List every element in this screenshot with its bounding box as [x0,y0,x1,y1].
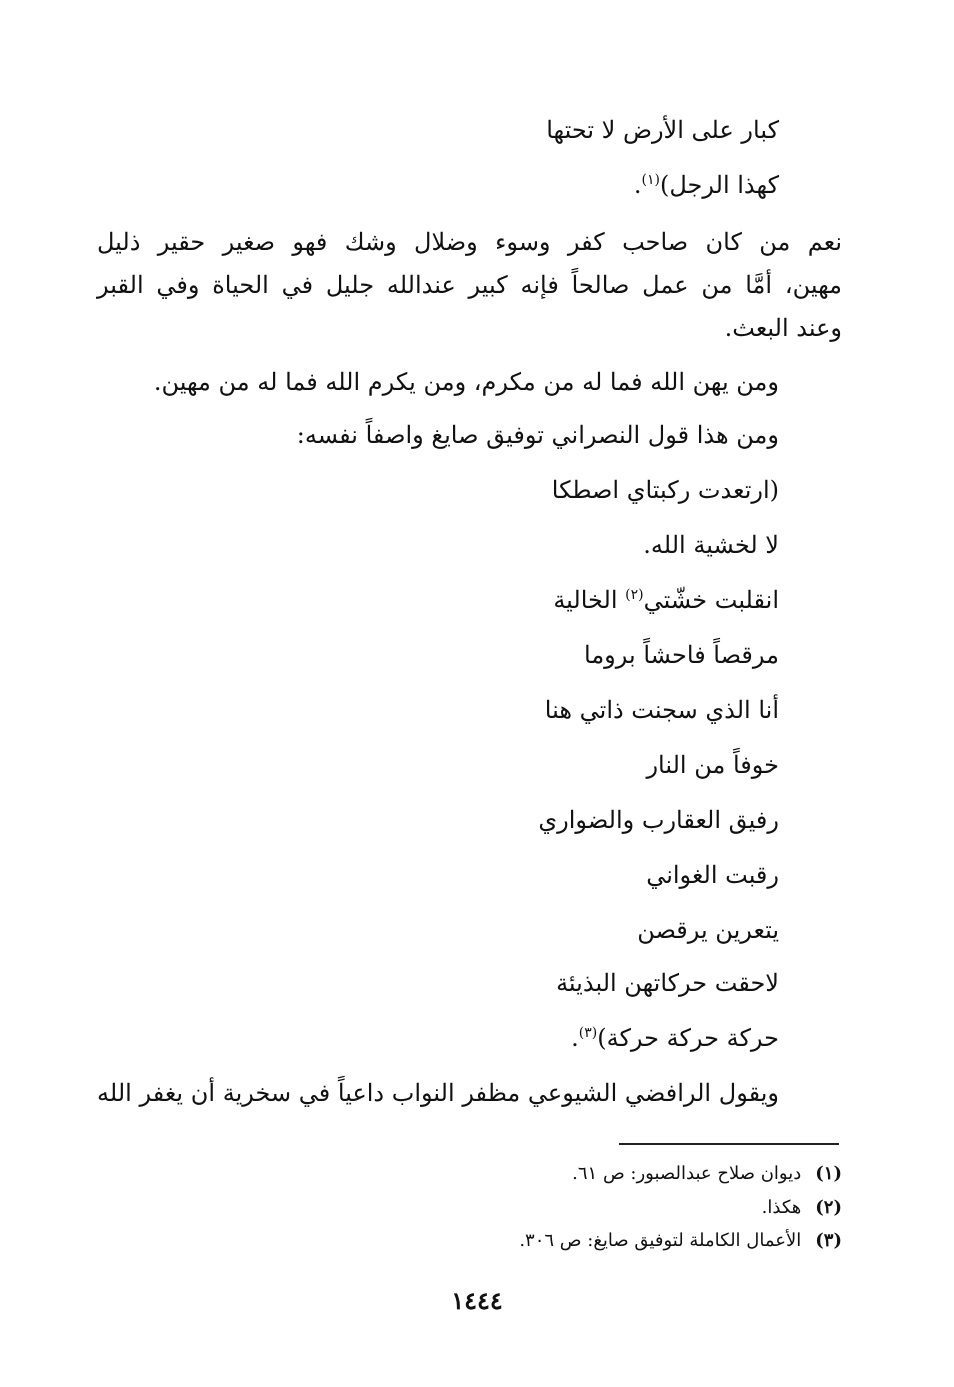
footnote-text: ديوان صلاح عبدالصبور: ص ٦١. [572,1163,802,1184]
footnote-text: هكذا. [761,1197,802,1218]
footnote [572,1160,842,1188]
verse-line [546,110,779,150]
page-number: ١٤٤٤ [451,1286,503,1315]
punctuation: . [571,1024,579,1052]
poem-line: يتعرين يرقصن [637,916,779,944]
footnote [519,1227,842,1255]
poem-line: مرقصاً فاحشاً بروما [584,641,779,669]
paragraph-line: مهين، أمَّا من عمل صالحاً فإنه كبير عندالله جليل في الحياة وفي القبر [97,271,842,299]
poem-line: أنا الذي سجنت ذاتي هنا [544,696,779,724]
punctuation: . [633,171,642,199]
paragraph-line: وعند البعث. [724,314,842,342]
footnote-text: الأعمال الكاملة لتوفيق صايغ: ص ٣٠٦. [519,1230,802,1251]
poem-line: رقبت الغواني [646,861,779,889]
poem-text: الخالية [553,586,626,614]
verse-text: كهذا الرجل) [660,171,779,199]
poem-line: لا لخشية الله. [643,531,779,559]
footnote-ref-3: (٣) [578,1025,598,1041]
poem-line [553,580,779,620]
poem-line: رفيق العقارب والضواري [538,806,779,834]
footnote-ref-2: (٢) [625,587,644,603]
quran-verse-line: ومن يهن الله فما له من مكرم، ومن يكرم الله فما له من مهين. [153,368,779,396]
poem-line: خوفاً من النار [646,751,779,779]
poem-line: (ارتعدت ركبتاي اصطكا [551,476,779,504]
poem-text: حركة حركة حركة) [597,1024,779,1052]
intro-line: ومن هذا قول النصراني توفيق صايغ واصفاً نفسه: [296,421,779,449]
paragraph-line: نعم من كان صاحب كفر وسوء وضلال وشك فهو صغير حقير ذليل [97,228,843,256]
footnote-number: (٣) [815,1230,842,1251]
verse-line [634,165,779,205]
footnote-ref-1: (١) [641,172,661,188]
footnote [762,1194,842,1222]
poem-line [571,1018,779,1058]
poem-text: انقلبت خشّتي [643,586,779,614]
verse-text: كبار على الأرض لا تحتها [546,116,779,144]
footnote-separator [619,1143,839,1145]
poem-line: لاحقت حركاتهن البذيئة [556,969,779,997]
footnote-number: (١) [815,1163,842,1184]
paragraph-line: ويقول الرافضي الشيوعي مظفر النواب داعياً في سخرية أن يغفر الله [97,1079,779,1107]
footnote-number: (٢) [815,1197,842,1218]
